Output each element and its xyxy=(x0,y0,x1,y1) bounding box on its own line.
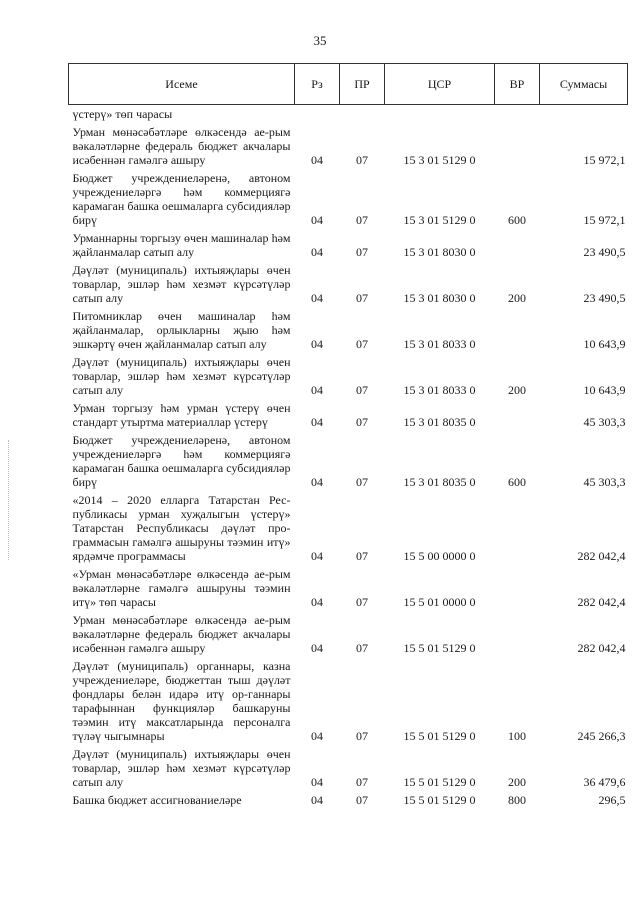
cell-vr: 100 xyxy=(508,729,526,743)
cell-csr: 15 5 01 5129 0 xyxy=(403,775,476,789)
budget-table xyxy=(68,63,628,809)
table-row xyxy=(69,307,628,353)
cell-pr xyxy=(340,105,385,124)
cell-pr: 07 xyxy=(356,475,368,489)
cell-name: Дәүләт (муниципаль) ихтыяҗлары өчен товарлар, эшләр һәм хезмәт күрсәтүләр сатып алу xyxy=(72,263,291,305)
cell-rz: 04 xyxy=(311,641,323,655)
cell-csr: 15 5 01 5129 0 xyxy=(403,641,476,655)
cell-rz: 04 xyxy=(311,729,323,743)
header-name: Исеме xyxy=(69,64,295,105)
cell-sum: 245 266,3 xyxy=(577,729,626,743)
cell-name: Урман мөнәсәбәтләре өлкәсендә ае-рым вәкаләтләрне федераль бюджет акчалары исәбеннән гамәлгә ашыру xyxy=(72,125,291,167)
table-body xyxy=(69,105,628,810)
cell-name: «2014 – 2020 елларга Татарстан Рес-публикасы урман хуҗалыгын үстерү» Татарстан Республикасы дәүләт про-граммасын гамәлгә ашыруны тәэмин итү» ярдәмче программасы xyxy=(72,493,291,563)
cell-sum: 10 643,9 xyxy=(583,337,626,351)
cell-csr: 15 3 01 8035 0 xyxy=(403,415,476,429)
cell-rz: 04 xyxy=(311,153,323,167)
cell-name: Урман мөнәсәбәтләре өлкәсендә ае-рым вәкаләтләрне федераль бюджет акчалары исәбеннән гамәлгә ашыру xyxy=(72,613,291,655)
cell-rz: 04 xyxy=(311,291,323,305)
header-row xyxy=(69,64,628,105)
header-sum: Суммасы xyxy=(540,64,628,105)
table-row xyxy=(69,791,628,809)
cell-csr xyxy=(385,105,495,124)
cell-sum: 15 972,1 xyxy=(583,213,626,227)
cell-name: Бюджет учреждениеләренә, автоном учреждениеләргә һәм коммерциягә карамаган башка оешмаларга субсидияләр бирү xyxy=(72,433,291,489)
table-row xyxy=(69,229,628,261)
header-vr: ВР xyxy=(495,64,540,105)
cell-name: Дәүләт (муниципаль) ихтыяҗлары өчен товарлар, эшләр һәм хезмәт күрсәтүләр сатып алу xyxy=(72,355,291,397)
cell-csr: 15 5 01 5129 0 xyxy=(403,793,476,807)
cell-vr xyxy=(495,307,540,353)
cell-csr: 15 5 00 0000 0 xyxy=(403,549,476,563)
cell-name: «Урман мөнәсәбәтләре өлкәсендә ае-рым вәкаләтләрне гамәлгә ашыруны тәэмин итү» төп чарасы xyxy=(72,567,291,609)
cell-name: Урман торгызу һәм урман үстерү өчен стандарт утыртма материаллар үстерү xyxy=(72,401,291,429)
cell-sum xyxy=(540,105,628,124)
header-rz: Рз xyxy=(295,64,340,105)
cell-sum: 36 479,6 xyxy=(583,775,626,789)
cell-csr: 15 5 01 5129 0 xyxy=(403,729,476,743)
table-row xyxy=(69,431,628,491)
cell-csr: 15 3 01 5129 0 xyxy=(403,153,476,167)
cell-csr: 15 3 01 5129 0 xyxy=(403,213,476,227)
cell-rz: 04 xyxy=(311,793,323,807)
table-row xyxy=(69,105,628,124)
cell-sum: 282 042,4 xyxy=(577,641,626,655)
cell-csr: 15 3 01 8033 0 xyxy=(403,337,476,351)
cell-vr xyxy=(495,399,540,431)
cell-sum: 23 490,5 xyxy=(583,245,626,259)
table-row xyxy=(69,353,628,399)
cell-sum: 45 303,3 xyxy=(583,475,626,489)
cell-name: Питомниклар өчен машиналар һәм җайланмалар, орлыкларны җыю һәм эшкәртү өчен җайланмалар сатып алу xyxy=(72,309,291,351)
cell-pr: 07 xyxy=(356,415,368,429)
cell-vr: 200 xyxy=(508,383,526,397)
cell-sum: 45 303,3 xyxy=(583,415,626,429)
cell-pr: 07 xyxy=(356,383,368,397)
cell-sum: 282 042,4 xyxy=(577,595,626,609)
cell-vr xyxy=(495,565,540,611)
cell-rz: 04 xyxy=(311,549,323,563)
table-row xyxy=(69,491,628,565)
cell-rz xyxy=(295,105,340,124)
cell-sum: 296,5 xyxy=(598,793,626,807)
cell-name: Урманнарны торгызу өчен машиналар һәм җайланмалар сатып алу xyxy=(72,231,291,259)
table-header xyxy=(69,64,628,105)
cell-vr: 800 xyxy=(508,793,526,807)
cell-rz: 04 xyxy=(311,245,323,259)
cell-pr: 07 xyxy=(356,153,368,167)
cell-sum: 23 490,5 xyxy=(583,291,626,305)
cell-rz: 04 xyxy=(311,595,323,609)
table-row xyxy=(69,657,628,745)
cell-vr: 600 xyxy=(508,213,526,227)
cell-vr: 200 xyxy=(508,291,526,305)
cell-csr: 15 3 01 8030 0 xyxy=(403,291,476,305)
cell-pr: 07 xyxy=(356,213,368,227)
table-row xyxy=(69,565,628,611)
cell-pr: 07 xyxy=(356,291,368,305)
cell-rz: 04 xyxy=(311,475,323,489)
cell-pr: 07 xyxy=(356,729,368,743)
cell-name: Дәүләт (муниципаль) органнары, казна учреждениеләре, бюджеттан тыш дәүләт фондлары белән идарә итү ор-ганнары тарафыннан функцияләр башкаруны тәэмин итү максатларында персоналга түләү чыгымнары xyxy=(72,659,291,743)
margin-mark xyxy=(8,440,10,560)
cell-name: Дәүләт (муниципаль) ихтыяҗлары өчен товарлар, эшләр һәм хезмәт күрсәтүләр сатып алу xyxy=(72,747,291,789)
cell-vr: 200 xyxy=(508,775,526,789)
cell-rz: 04 xyxy=(311,213,323,227)
header-csr: ЦСР xyxy=(385,64,495,105)
cell-name: үстерү» төп чарасы xyxy=(72,107,173,121)
cell-rz: 04 xyxy=(311,775,323,789)
page-number: 35 xyxy=(313,33,327,48)
cell-rz: 04 xyxy=(311,383,323,397)
cell-pr: 07 xyxy=(356,793,368,807)
cell-name: Бюджет учреждениеләренә, автоном учреждениеләргә һәм коммерциягә карамаган башка оешмаларга субсидияләр бирү xyxy=(72,171,291,227)
table-row xyxy=(69,123,628,169)
cell-csr: 15 3 01 8033 0 xyxy=(403,383,476,397)
table-row xyxy=(69,169,628,229)
cell-vr xyxy=(495,105,540,124)
cell-pr: 07 xyxy=(356,337,368,351)
cell-csr: 15 5 01 0000 0 xyxy=(403,595,476,609)
table-row xyxy=(69,745,628,791)
cell-pr: 07 xyxy=(356,775,368,789)
cell-pr: 07 xyxy=(356,549,368,563)
cell-csr: 15 3 01 8035 0 xyxy=(403,475,476,489)
cell-rz: 04 xyxy=(311,337,323,351)
header-pr: ПР xyxy=(340,64,385,105)
cell-name: Башка бюджет ассигнованиеләре xyxy=(72,793,242,807)
cell-vr xyxy=(495,123,540,169)
cell-pr: 07 xyxy=(356,245,368,259)
cell-vr xyxy=(495,611,540,657)
cell-pr: 07 xyxy=(356,641,368,655)
cell-sum: 282 042,4 xyxy=(577,549,626,563)
table-row xyxy=(69,261,628,307)
cell-sum: 15 972,1 xyxy=(583,153,626,167)
cell-sum: 10 643,9 xyxy=(583,383,626,397)
cell-vr xyxy=(495,229,540,261)
cell-rz: 04 xyxy=(311,415,323,429)
cell-csr: 15 3 01 8030 0 xyxy=(403,245,476,259)
cell-pr: 07 xyxy=(356,595,368,609)
table-row xyxy=(69,611,628,657)
cell-vr: 600 xyxy=(508,475,526,489)
table-row xyxy=(69,399,628,431)
cell-vr xyxy=(495,491,540,565)
